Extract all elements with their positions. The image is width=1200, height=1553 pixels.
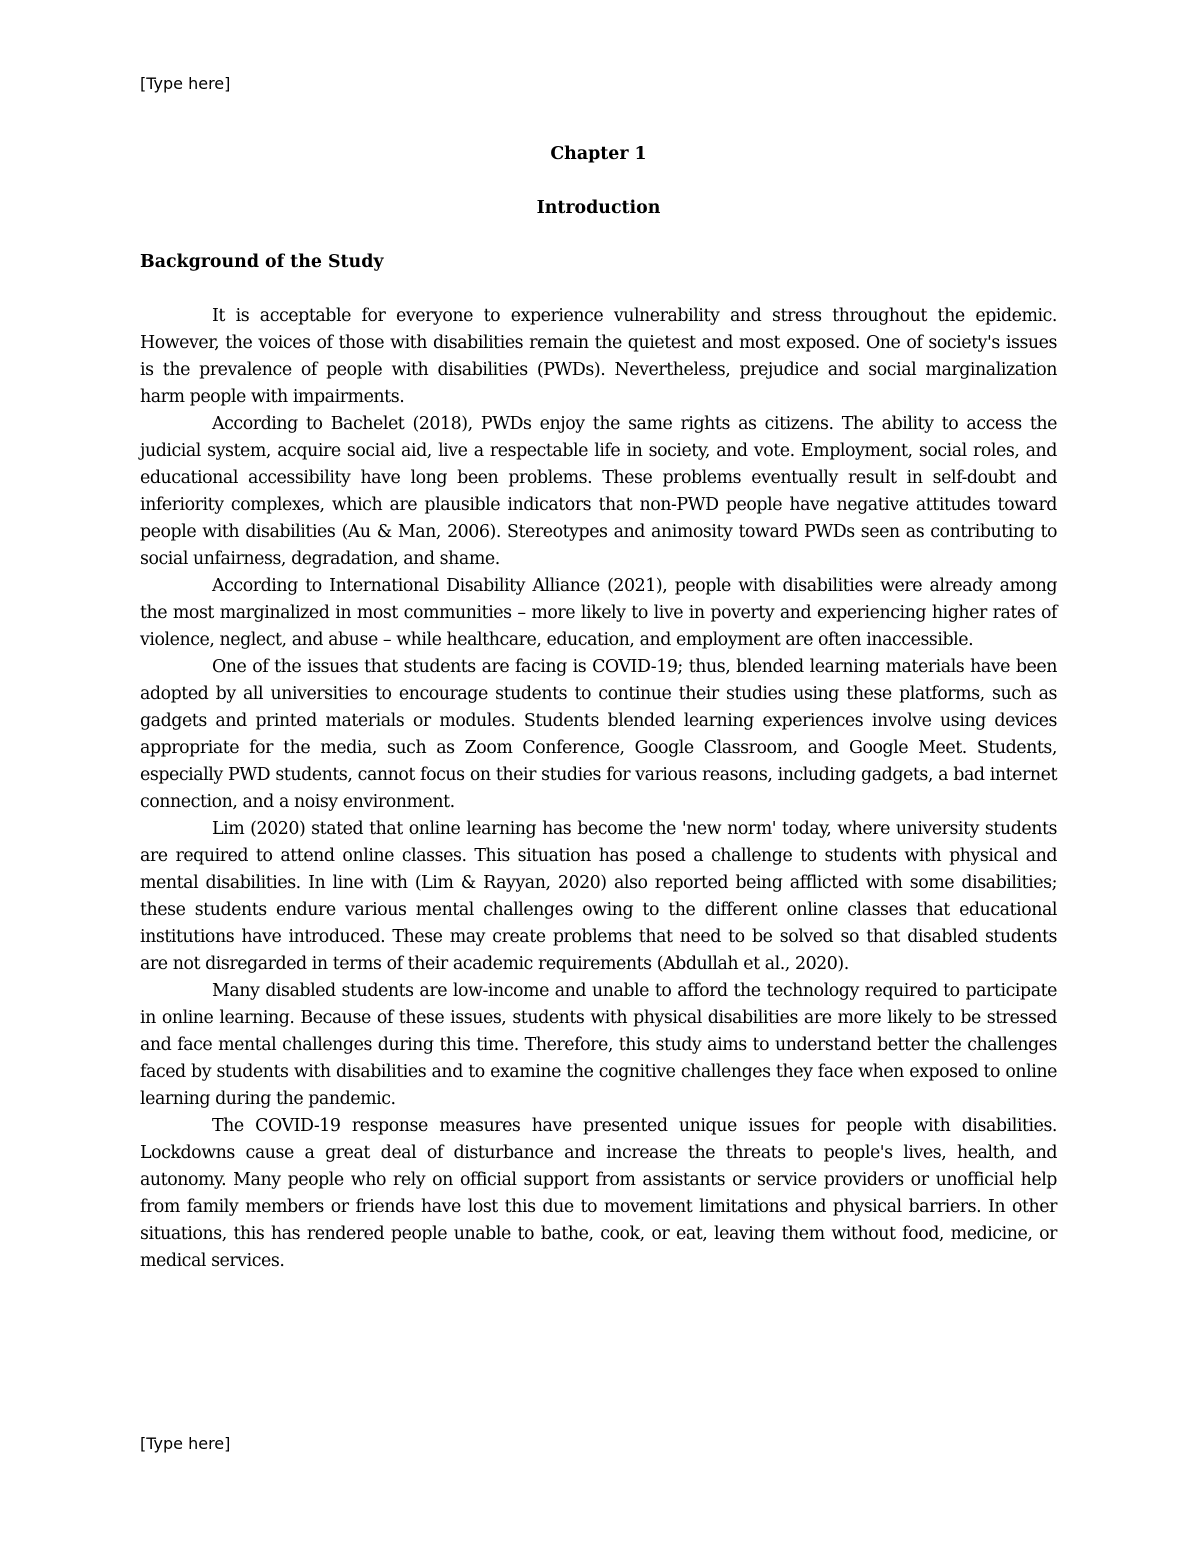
- paragraph-2: According to Bachelet (2018), PWDs enjoy the same rights as citizens. The ability to access the judicial system, acquire social aid, live a respectable life in society, and vote. Employment, social roles, and educational accessibility have long been problems. These problems eventually result in self-doubt and inferiority complexes, which are plausible indicators that non-PWD people have negative attitudes toward people with disabilities (Au & Man, 2006). Stereotypes and animosity toward PWDs seen as contributing to social unfairness, degradation, and shame.: [140, 414, 1057, 569]
- page-footer: [Type here]: [140, 1434, 231, 1453]
- paragraph-6: Many disabled students are low-income and unable to afford the technology required to participate in online learning. Because of these issues, students with physical disabilities are more likely to be stressed and face mental challenges during this time. Therefore, this study aims to understand better the challenges faced by students with disabilities and to examine the cognitive challenges they face when exposed to online learning during the pandemic.: [140, 981, 1057, 1109]
- chapter-title: Introduction: [536, 198, 661, 218]
- chapter-heading: Chapter 1: [550, 144, 647, 164]
- paragraph-1: It is acceptable for everyone to experience vulnerability and stress throughout the epidemic. However, the voices of those with disabilities remain the quietest and most exposed. One of society's issues is the prevalence of people with disabilities (PWDs). Nevertheless, prejudice and social marginalization harm people with impairments.: [140, 306, 1057, 407]
- paragraph-4: One of the issues that students are facing is COVID-19; thus, blended learning materials have been adopted by all universities to encourage students to continue their studies using these platforms, such as gadgets and printed materials or modules. Students blended learning experiences involve using devices appropriate for the media, such as Zoom Conference, Google Classroom, and Google Meet. Students, especially PWD students, cannot focus on their studies for various reasons, including gadgets, a bad internet connection, and a noisy environment.: [140, 657, 1057, 812]
- paragraph-5: Lim (2020) stated that online learning has become the 'new norm' today, where university students are required to attend online classes. This situation has posed a challenge to students with physical and mental disabilities. In line with (Lim & Rayyan, 2020) also reported being afflicted with some disabilities; these students endure various mental challenges owing to the different online classes that educational institutions have introduced. These may create problems that need to be solved so that disabled students are not disregarded in terms of their academic requirements (Abdullah et al., 2020).: [140, 819, 1057, 974]
- paragraph-3: According to International Disability Alliance (2021), people with disabilities were already among the most marginalized in most communities – more likely to live in poverty and experiencing higher rates of violence, neglect, and abuse – while healthcare, education, and employment are often inaccessible.: [140, 576, 1057, 650]
- page-header: [Type here]: [140, 74, 231, 93]
- section-heading: Background of the Study: [140, 252, 384, 272]
- paragraph-7: The COVID-19 response measures have presented unique issues for people with disabilities. Lockdowns cause a great deal of disturbance and increase the threats to people's lives, health, and autonomy. Many people who rely on official support from assistants or service providers or unofficial help from family members or friends have lost this due to movement limitations and physical barriers. In other situations, this has rendered people unable to bathe, cook, or eat, leaving them without food, medicine, or medical services.: [140, 1116, 1057, 1271]
- document-body: [140, 141, 1057, 1275]
